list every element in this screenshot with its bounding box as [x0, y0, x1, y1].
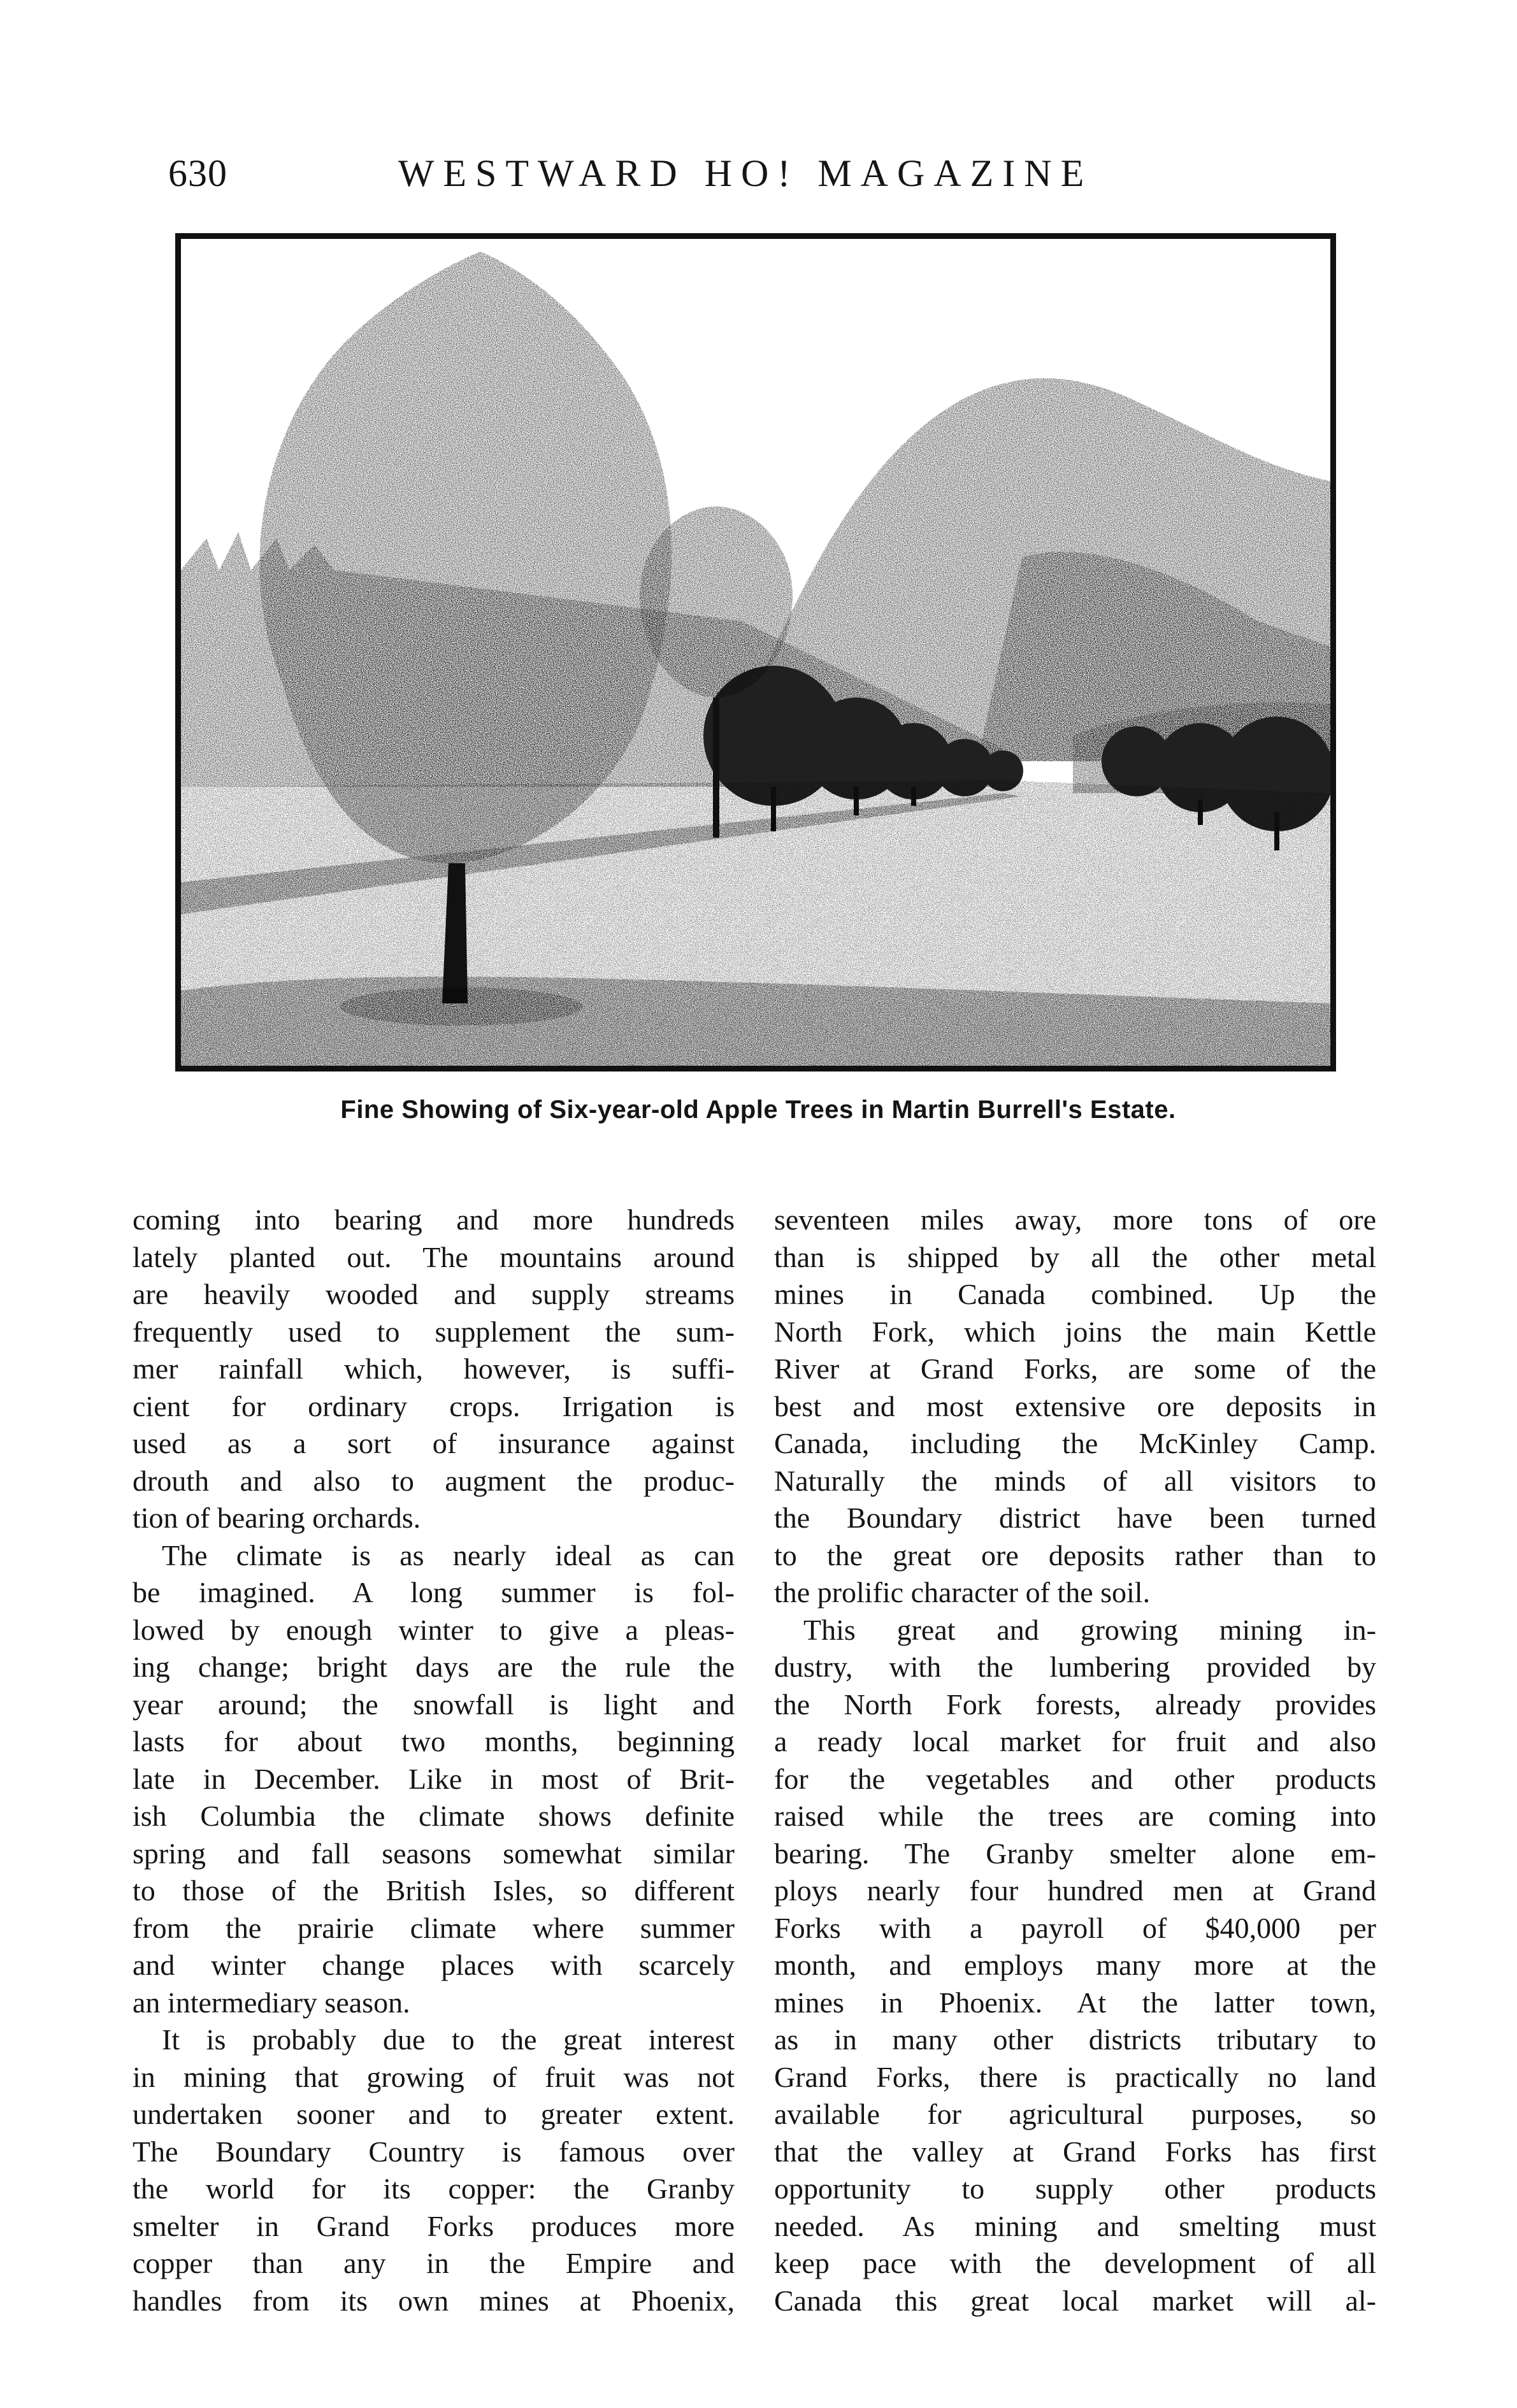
- text-line: lately planted out. The mountains around: [133, 1240, 735, 1273]
- text-line: a ready local market for fruit and also: [774, 1725, 1376, 1758]
- text-line: cient for ordinary crops. Irrigation is: [133, 1389, 735, 1423]
- text-line: It is probably due to the great interest: [162, 2023, 735, 2056]
- right-column: [774, 1201, 1376, 2319]
- text-line: handles from its own mines at Phoenix,: [133, 2284, 735, 2317]
- text-line: to the great ore deposits rather than to: [774, 1538, 1376, 1572]
- text-line: needed. As mining and smelting must: [774, 2209, 1376, 2242]
- text-line: smelter in Grand Forks produces more: [133, 2209, 735, 2242]
- text-line: frequently used to supplement the sum-: [133, 1315, 735, 1348]
- text-line: month, and employs many more at the: [774, 1949, 1376, 1981]
- text-line: drouth and also to augment the produc-: [133, 1464, 735, 1497]
- text-line: Grand Forks, there is practically no land: [774, 2060, 1376, 2093]
- text-line: coming into bearing and more hundreds: [133, 1203, 735, 1236]
- text-line: lasts for about two months, beginning: [133, 1725, 735, 1758]
- text-line: copper than any in the Empire and: [133, 2247, 735, 2279]
- text-line: spring and fall seasons somewhat similar: [133, 1837, 735, 1870]
- text-line: the prolific character of the soil.: [774, 1576, 1151, 1609]
- text-line: Canada this great local market will al-: [774, 2284, 1376, 2317]
- text-line: as in many other districts tributary to: [774, 2023, 1376, 2056]
- text-line: that the valley at Grand Forks has first: [774, 2135, 1376, 2168]
- text-line: mer rainfall which, however, is suffi-: [133, 1352, 735, 1385]
- text-line: The climate is as nearly ideal as can: [162, 1538, 735, 1572]
- text-line: best and most extensive ore deposits in: [774, 1389, 1376, 1423]
- text-line: The Boundary Country is famous over: [133, 2135, 735, 2168]
- text-line: available for agricultural purposes, so: [774, 2098, 1376, 2130]
- text-line: bearing. The Granby smelter alone em-: [774, 1837, 1376, 1870]
- text-line: mines in Canada combined. Up the: [774, 1278, 1376, 1310]
- text-line: Forks with a payroll of $40,000 per: [774, 1911, 1376, 1944]
- text-line: ish Columbia the climate shows definite: [133, 1800, 735, 1832]
- running-head: WESTWARD HO! MAGAZINE: [398, 152, 1093, 194]
- text-line: the North Fork forests, already provides: [774, 1688, 1376, 1721]
- text-line: This great and growing mining in-: [803, 1613, 1376, 1646]
- text-line: year around; the snowfall is light and: [133, 1688, 735, 1721]
- text-line: keep pace with the development of all: [774, 2247, 1376, 2279]
- left-column: [133, 1201, 735, 2319]
- photo-apple-orchard-mountain-icon: [181, 239, 1330, 1066]
- text-line: and winter change places with scarcely: [133, 1949, 735, 1981]
- orchard-photo: [175, 233, 1336, 1071]
- figure-caption: Fine Showing of Six-year-old Apple Trees in Martin Burrell's Estate.: [340, 1096, 1176, 1124]
- text-line: be imagined. A long summer is fol-: [133, 1576, 735, 1609]
- text-line: ploys nearly four hundred men at Grand: [774, 1874, 1376, 1907]
- text-line: used as a sort of insurance against: [133, 1427, 735, 1459]
- text-line: to those of the British Isles, so different: [133, 1874, 735, 1907]
- text-line: late in December. Like in most of Brit-: [133, 1762, 735, 1795]
- text-line: seventeen miles away, more tons of ore: [774, 1203, 1376, 1236]
- text-line: raised while the trees are coming into: [774, 1800, 1376, 1832]
- text-line: than is shipped by all the other metal: [774, 1240, 1376, 1273]
- text-line: from the prairie climate where summer: [133, 1911, 735, 1944]
- text-line: the world for its copper: the Granby: [133, 2172, 735, 2205]
- text-line: Canada, including the McKinley Camp.: [774, 1427, 1376, 1459]
- text-line: an intermediary season.: [133, 1986, 410, 2019]
- text-line: the Boundary district have been turned: [774, 1501, 1376, 1534]
- page-number: 630: [168, 152, 227, 194]
- text-line: undertaken sooner and to greater extent.: [133, 2098, 735, 2130]
- text-line: are heavily wooded and supply streams: [133, 1278, 735, 1310]
- text-line: in mining that growing of fruit was not: [133, 2060, 735, 2093]
- text-line: ing change; bright days are the rule the: [133, 1651, 735, 1683]
- text-line: River at Grand Forks, are some of the: [774, 1352, 1376, 1385]
- text-line: dustry, with the lumbering provided by: [774, 1651, 1376, 1683]
- text-line: mines in Phoenix. At the latter town,: [774, 1986, 1376, 2019]
- text-line: lowed by enough winter to give a pleas-: [133, 1613, 735, 1646]
- text-line: tion of bearing orchards.: [133, 1501, 421, 1534]
- text-line: for the vegetables and other products: [774, 1762, 1376, 1795]
- text-line: North Fork, which joins the main Kettle: [774, 1315, 1376, 1348]
- text-line: opportunity to supply other products: [774, 2172, 1376, 2205]
- text-line: Naturally the minds of all visitors to: [774, 1464, 1376, 1497]
